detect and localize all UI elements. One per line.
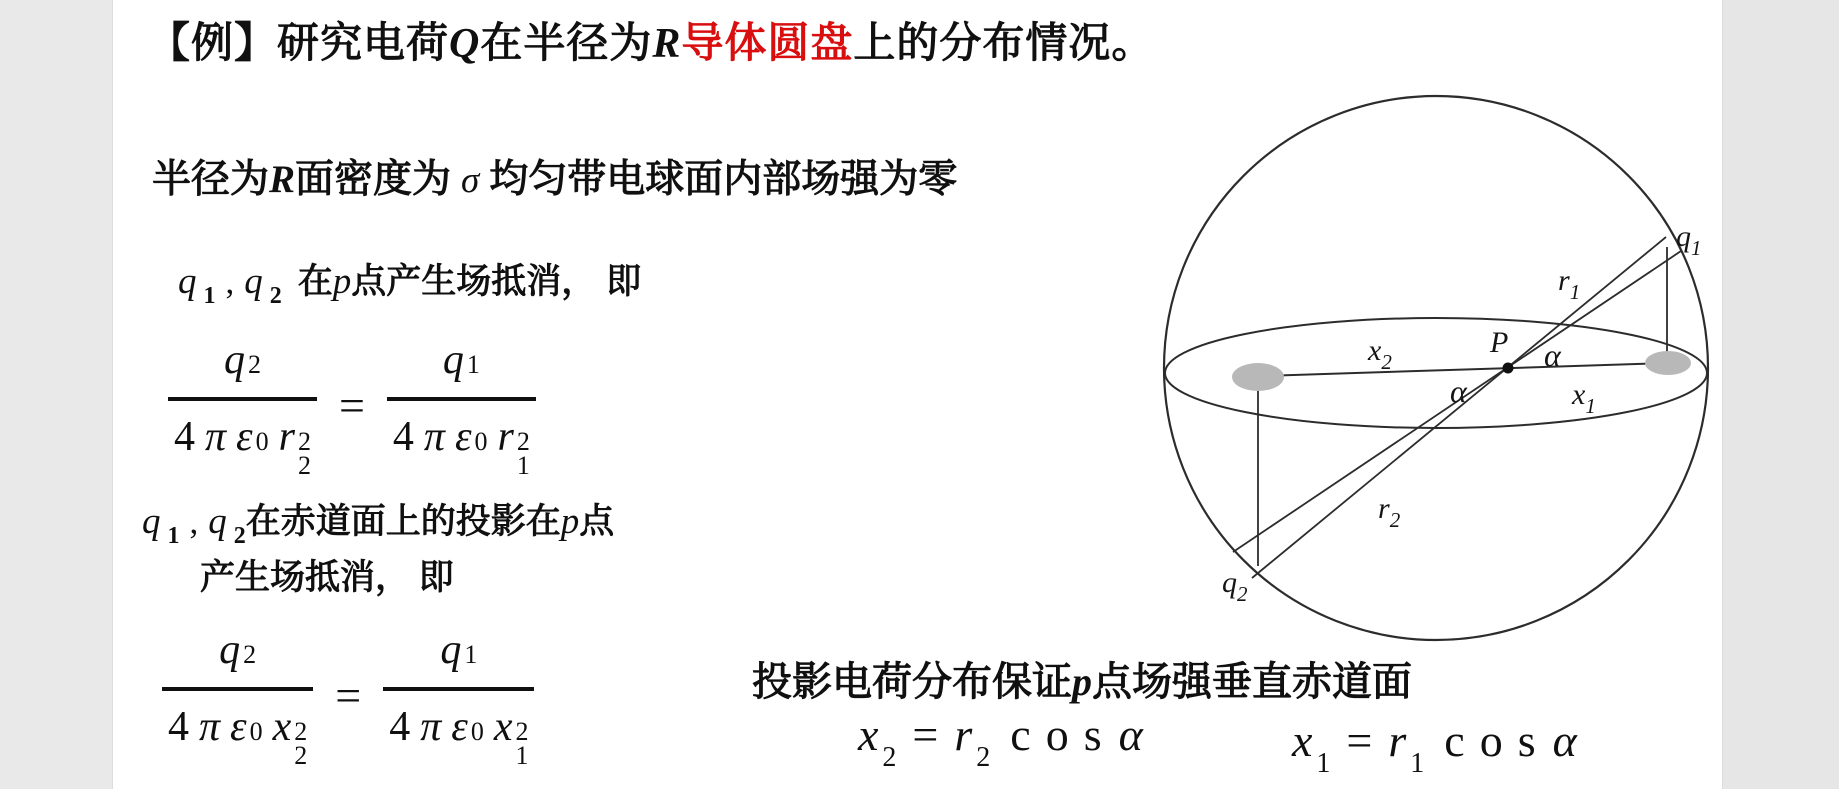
cos-relation-x2: [858, 708, 1143, 774]
numerator-var: q: [223, 337, 245, 383]
numerator-sub: 2: [247, 350, 261, 379]
alpha-symbol: α: [1118, 709, 1143, 760]
density-statement: [152, 148, 957, 204]
rhs-sub: 1: [1410, 748, 1425, 779]
label-x1: $x_1$: [1572, 378, 1596, 418]
projection-spot-left: [1232, 363, 1284, 391]
sigma-symbol: σ: [461, 160, 480, 201]
den-var-sup: 2: [297, 427, 311, 456]
projection-spot-right: [1645, 351, 1691, 375]
label-q1: $q_1$: [1676, 220, 1702, 260]
left-margin: [0, 0, 113, 789]
comma: ,: [225, 262, 235, 301]
density-text-a: 半径为: [152, 158, 270, 201]
numerator-var: q: [219, 627, 241, 673]
density-text-b: 面密度为: [295, 158, 452, 201]
label-alpha-left: α: [1450, 373, 1467, 409]
rhs-var: r: [954, 709, 973, 760]
pi-symbol: π: [423, 414, 445, 460]
den-coeff: 4: [389, 704, 411, 750]
p-symbol: p: [1072, 659, 1092, 704]
label-r1: $r_1$: [1558, 264, 1581, 304]
title-symbol-q: Q: [449, 21, 481, 67]
lhs-var: x: [1292, 715, 1313, 766]
rhs-var: r: [1388, 715, 1407, 766]
pair-text-c: 即: [606, 262, 642, 301]
numerator-var: q: [442, 337, 464, 383]
fraction-left: [162, 622, 313, 768]
pair-text-a: 在: [297, 262, 333, 301]
label-x2: $x_2$: [1368, 334, 1392, 374]
q2-subscript: 2: [269, 283, 282, 309]
fraction-left: [168, 332, 317, 478]
note-text-a: 投影电荷分布保证: [752, 659, 1072, 704]
epsilon-sub: 0: [255, 427, 269, 456]
epsilon-symbol: ε: [230, 704, 247, 750]
den-var-sub: 1: [516, 451, 530, 480]
projection-statement: [142, 494, 614, 550]
fraction-right: [387, 332, 536, 478]
den-var-sup: 2: [515, 717, 529, 746]
pi-symbol: π: [199, 704, 221, 750]
p-symbol: p: [332, 261, 352, 302]
den-var-sub: 2: [297, 451, 311, 480]
den-var-sub: 2: [294, 741, 308, 770]
projection-text-a: 在赤道面上的投影在: [245, 502, 561, 541]
q2-symbol: q: [208, 501, 227, 542]
title-highlight: 导体圆盘: [681, 21, 854, 67]
equals-sign: =: [1346, 715, 1373, 766]
q2-symbol: q: [244, 261, 263, 302]
pi-symbol: π: [205, 414, 227, 460]
note-text-b: 点场强垂直赤道面: [1092, 659, 1412, 704]
label-p: P: [1490, 326, 1509, 359]
numerator-sub: 2: [243, 640, 257, 669]
density-text-c: 均匀带电球面内部场强为零: [489, 158, 958, 201]
q1-symbol: q: [142, 501, 161, 542]
epsilon-symbol: ε: [454, 414, 472, 460]
equals-sign: =: [335, 669, 362, 721]
label-alpha-right: α: [1544, 337, 1561, 373]
rhs-sub: 2: [976, 742, 991, 773]
den-coeff: 4: [392, 414, 414, 460]
density-symbol-r: R: [269, 158, 296, 201]
den-var-sub: 1: [515, 741, 529, 770]
epsilon-sub: 0: [249, 717, 263, 746]
title-part3: 上的分布情况。: [853, 21, 1155, 67]
p-symbol: p: [560, 501, 580, 542]
numerator-var: q: [440, 627, 462, 673]
den-coeff: 4: [174, 414, 195, 460]
numerator-sub: 1: [466, 350, 480, 379]
field-cancel-equation-x: [162, 622, 534, 768]
pi-symbol: π: [420, 704, 442, 750]
projection-statement-line2: 产生场抵消， 即: [200, 558, 454, 597]
epsilon-sub: 0: [470, 717, 484, 746]
epsilon-symbol: ε: [236, 414, 253, 460]
comma: ,: [189, 502, 199, 541]
point-p-dot: [1503, 363, 1514, 374]
den-var: r: [278, 414, 295, 460]
fraction-right: [383, 622, 534, 768]
numerator-sub: 1: [464, 640, 478, 669]
epsilon-symbol: ε: [451, 704, 468, 750]
den-var: x: [272, 704, 292, 750]
epsilon-sub: 0: [474, 427, 488, 456]
q1-subscript: 1: [203, 283, 216, 309]
den-var-sup: 2: [294, 717, 308, 746]
charge-pair-statement: [178, 254, 641, 310]
den-var: r: [497, 414, 514, 460]
cos-function: cos: [1444, 715, 1551, 766]
den-var-sup: 2: [516, 427, 530, 456]
title-part1: 【例】研究电荷: [148, 21, 450, 67]
lhs-var: x: [858, 709, 879, 760]
sphere-diagram: [1095, 58, 1755, 683]
q1-subscript: 1: [167, 523, 180, 549]
alpha-symbol: α: [1552, 715, 1577, 766]
field-cancel-equation-r: [168, 332, 536, 478]
q2-subscript: 2: [233, 523, 246, 549]
pair-text-b: 点产生场抵消，: [351, 262, 597, 301]
projection-text-b: 点: [579, 502, 615, 541]
cos-relation-x1: [1292, 714, 1577, 780]
den-var: x: [493, 704, 513, 750]
lhs-sub: 2: [882, 742, 897, 773]
den-coeff: 4: [168, 704, 189, 750]
label-r2: $r_2$: [1378, 492, 1401, 532]
equals-sign: =: [912, 709, 939, 760]
title-part2: 在半径为: [480, 21, 653, 67]
q1-symbol: q: [178, 261, 197, 302]
slide-title: [148, 10, 1154, 70]
label-q2: $q_2$: [1222, 566, 1248, 606]
title-symbol-r: R: [652, 21, 682, 67]
lhs-sub: 1: [1316, 748, 1331, 779]
equals-sign: =: [338, 379, 365, 431]
cos-function: cos: [1010, 709, 1117, 760]
